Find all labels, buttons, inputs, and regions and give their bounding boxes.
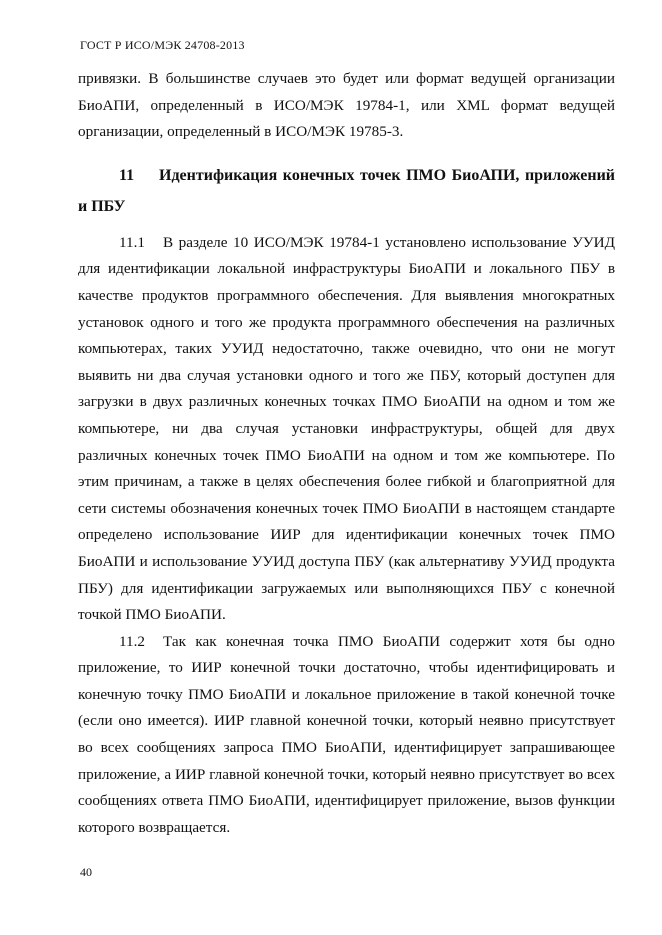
document-header: ГОСТ Р ИСО/МЭК 24708-2013 [80, 38, 245, 52]
clause-number: 11.1 [119, 233, 146, 251]
section-title: Идентификация конечных точек ПМО БиоАПИ, приложений и ПБУ [78, 166, 615, 215]
section-heading [78, 160, 615, 222]
section-number: 11 [119, 166, 135, 184]
clause-text: Так как конечная точка ПМО БиоАПИ содержит хотя бы одно приложение, то ИИР конечной точки достаточно, чтобы идентифицировать и конечную точку ПМО БиоАПИ и локальное приложение в такой конечной точке (если оно имеется). ИИР главной конечной точки, который неявно присутствует во всех сообщениях запроса ПМО БиоАПИ, идентифицирует запрашивающее приложение, а ИИР главной конечной точки, который неявно присутствует во всех сообщениях ответа ПМО БиоАПИ, идентифицирует приложение, вызов функции которого возвращается. [78, 632, 615, 836]
intro-paragraph: привязки. В большинстве случаев это будет или формат ведущей организации БиоАПИ, определенный в ИСО/МЭК 19784-1, или XML формат ведущей организации, определенный в ИСО/МЭК 19785-3. [78, 70, 615, 141]
clause-number: 11.2 [119, 632, 146, 650]
document-body [78, 66, 615, 841]
clause-text: В разделе 10 ИСО/МЭК 19784-1 установлено использование УУИД для идентификации локальной инфраструктуры БиоАПИ и локального ПБУ в качестве продуктов программного обеспечения. Для выявления многократных установок одного и того же продукта программного обеспечения на различных компьютерах, таких УУИД недостаточно, также очевидно, что они не могут выявить ни два случая установки одного и того же ПБУ, который доступен для загрузки в двух различных конечных точках ПМО БиоАПИ на одном и том же компьютере, ни два случая установки инфраструктуры, общей для двух различных конечных точек ПМО БиоАПИ на одном и том же компьютере. По этим причинам, а также в целях обеспечения более гибкой и благоприятной для сети системы обозначения конечных точек ПМО БиоАПИ в настоящем стандарте определено использование ИИР для идентификации конечных точек ПМО БиоАПИ и использование УУИД доступа ПБУ (как альтернативу УУИД продукта ПБУ) для идентификации загружаемых или выполняющихся ПБУ с конечной точкой ПМО БиоАПИ. [78, 233, 615, 624]
clause-11-2 [78, 629, 615, 842]
clause-11-1 [78, 230, 615, 629]
page-number: 40 [80, 865, 92, 879]
